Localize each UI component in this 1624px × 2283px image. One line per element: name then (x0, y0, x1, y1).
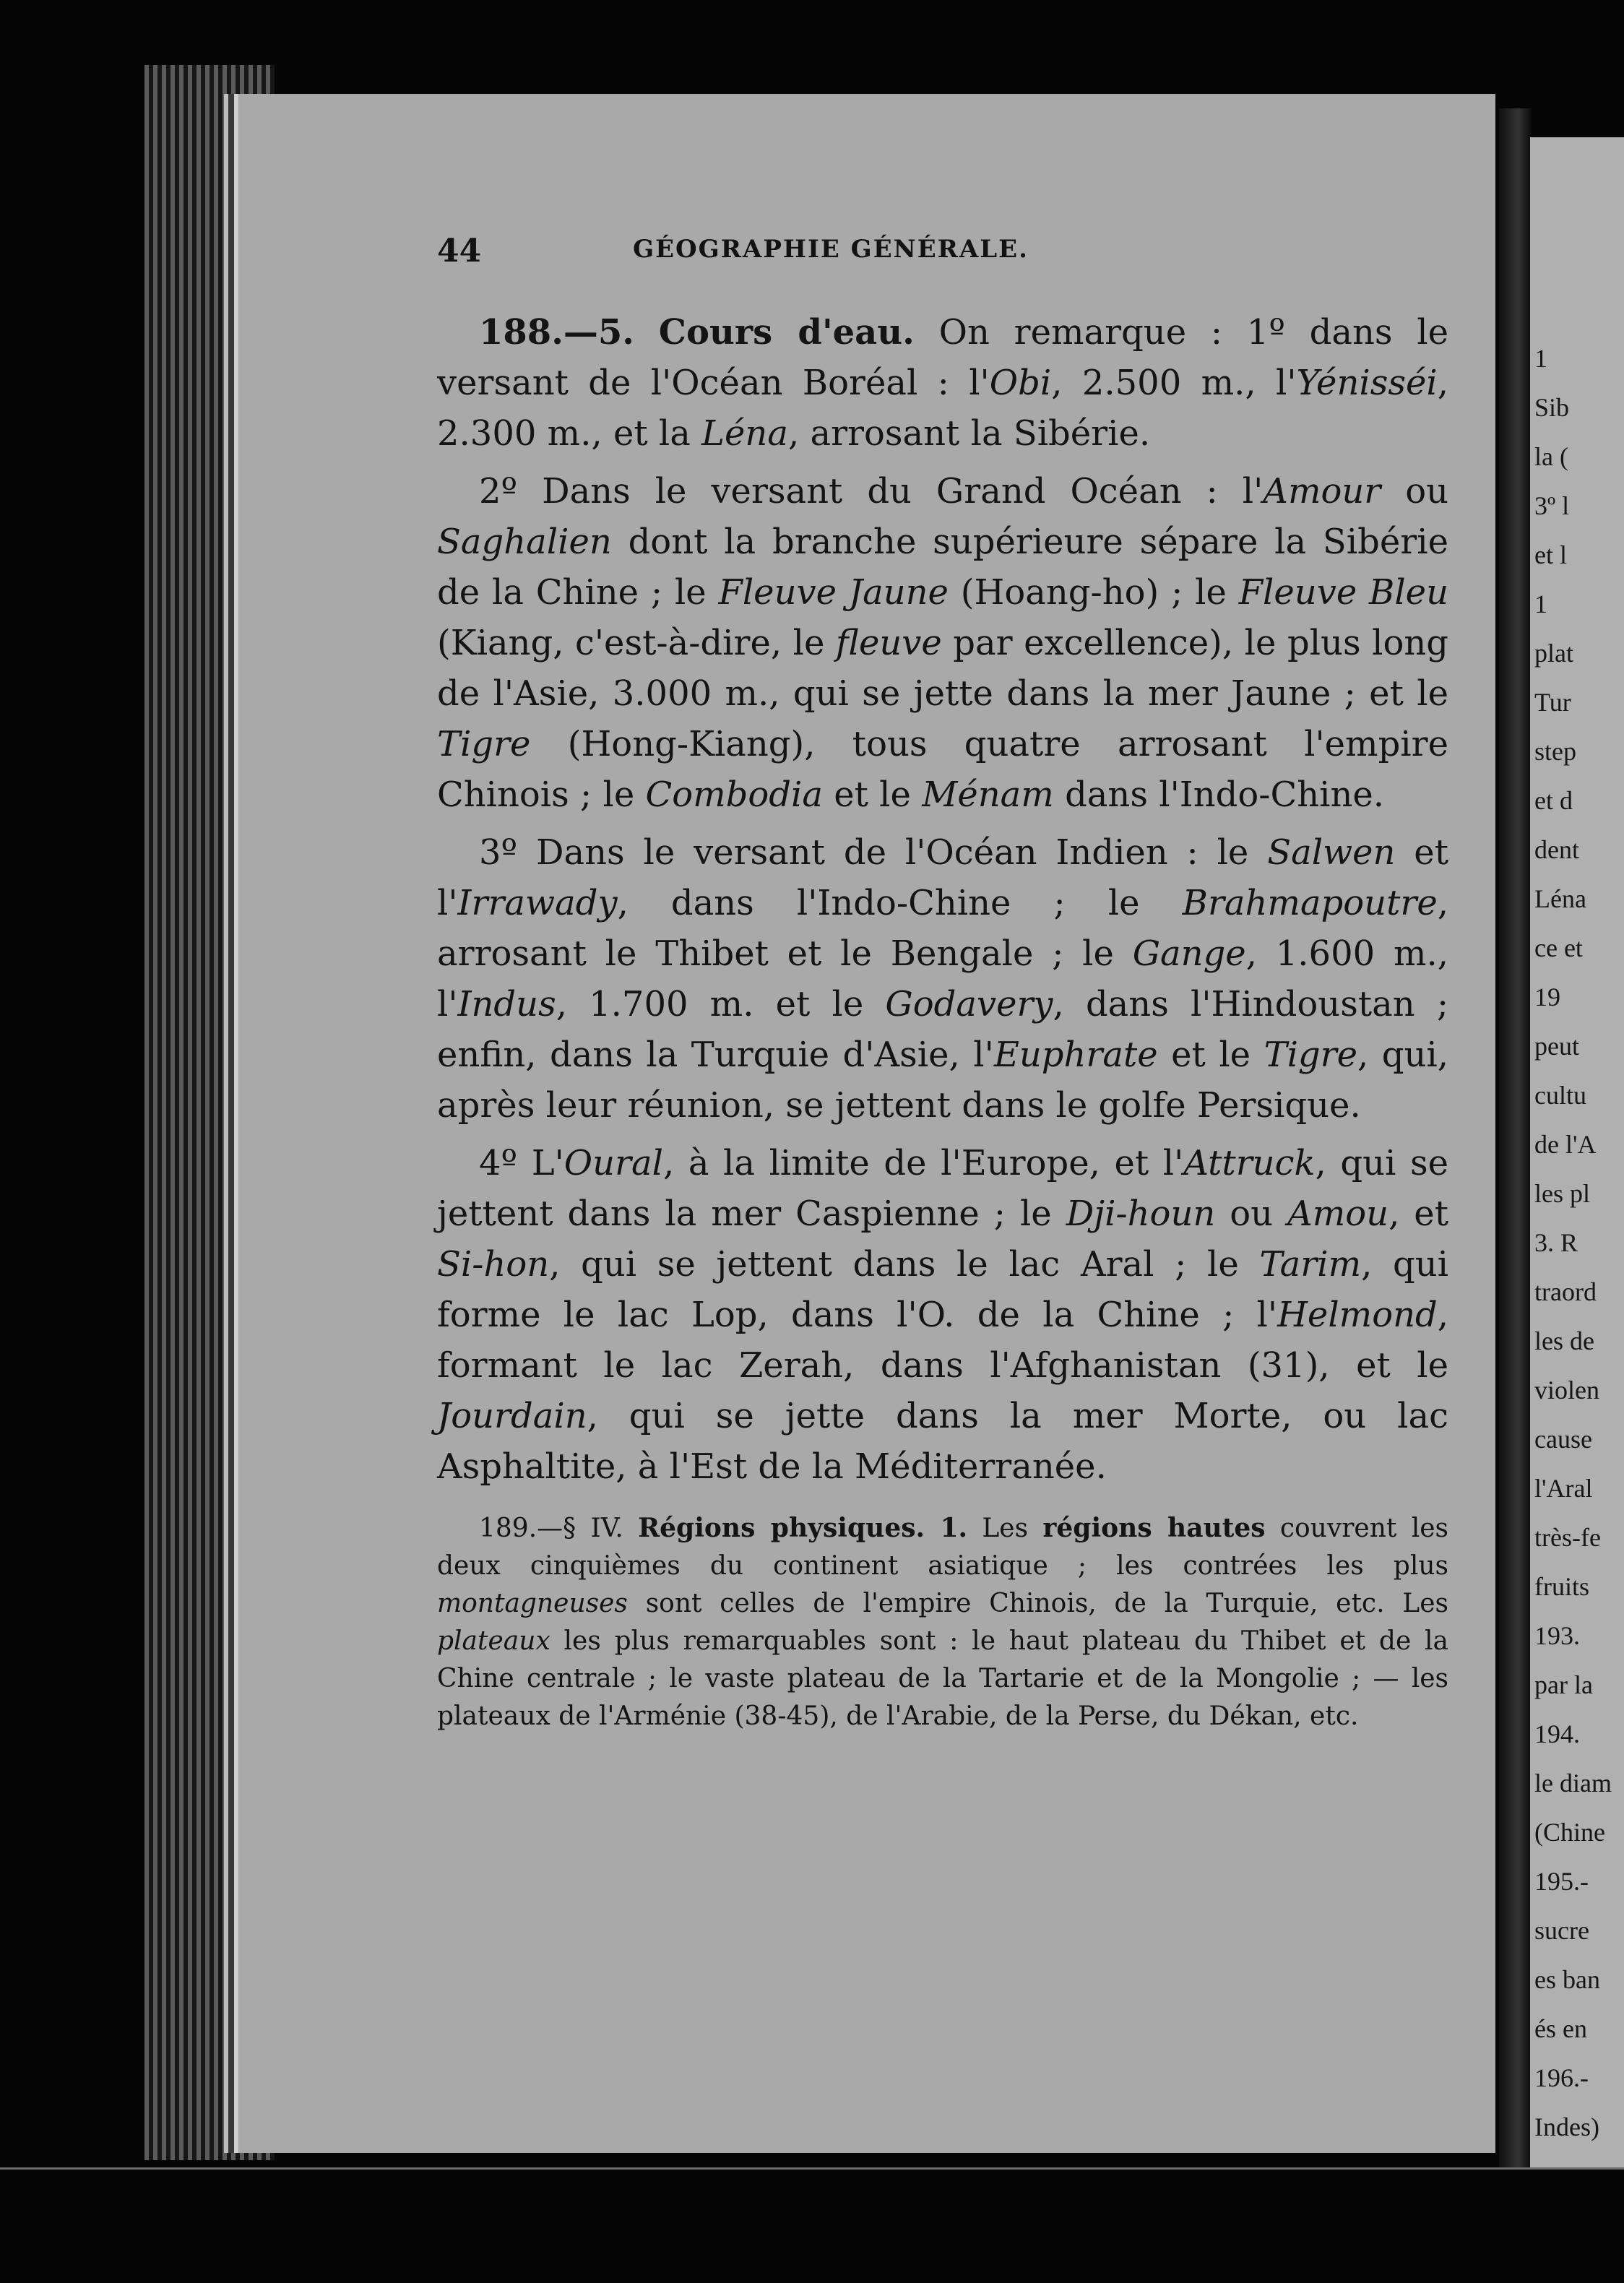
facing-page-text: très-fe (1534, 1523, 1601, 1552)
facing-page-text: ce et (1534, 933, 1583, 962)
facing-page-text: violen (1534, 1376, 1599, 1404)
facing-page-text: es ban (1534, 1965, 1600, 1994)
paragraph-2: 2º Dans le versant du Grand Océan : l'Amour ou Saghalien dont la branche supérieure sépare la Sibérie de la Chine ; le Fleuve Jaune (Hoang-ho) ; le Fleuve Bleu (Kiang, c'est-à-dire, le fleuve par excellence), le plus long de l'Asie, 3.000 m., qui se jette dans la mer Jaune ; et le Tigre (Hong-Kiang), tous quatre arrosant l'empire Chinois ; le Combodia et le Ménam dans l'Indo-Chine. (437, 471, 1449, 815)
facing-page-text: 194. (1534, 1719, 1580, 1748)
facing-page-text: Léna (1534, 884, 1586, 913)
large-print-section (437, 307, 1448, 1492)
facing-page-text: plat (1534, 639, 1573, 668)
facing-page-text: 193. (1534, 1621, 1580, 1650)
facing-page-text: Sib (1534, 393, 1570, 422)
facing-page-text: de l'A (1534, 1130, 1597, 1159)
section-title: Régions physiques. (638, 1513, 925, 1543)
facing-page-text: dent (1534, 835, 1579, 864)
facing-page-text: 1 (1534, 590, 1547, 618)
facing-page-text: és en (1534, 2014, 1587, 2043)
facing-page-text: (Chine (1534, 1818, 1605, 1847)
facing-page-text: traord (1534, 1277, 1597, 1306)
facing-page-text: Tur (1534, 688, 1571, 717)
facing-page-text: step (1534, 737, 1576, 766)
section-title: Cours d'eau. (658, 312, 915, 353)
running-title: GÉOGRAPHIE GÉNÉRALE. (633, 235, 1029, 264)
facing-page-text: cause (1534, 1425, 1592, 1454)
facing-page-text: 3º l (1534, 491, 1570, 520)
facing-page-text: et l (1534, 540, 1567, 569)
small-print-section (437, 1509, 1448, 1735)
page-number: 44 (437, 233, 482, 269)
facing-page-text: les de (1534, 1326, 1594, 1355)
facing-page-text: 3. R (1534, 1228, 1578, 1257)
facing-page-fragment (1530, 137, 1624, 2167)
facing-page-text: peut (1534, 1032, 1579, 1061)
paragraph-4: 4º L'Oural, à la limite de l'Europe, et l'Attruck, qui se jettent dans la mer Caspienne ; le Dji-houn ou Amou, et Si-hon, qui se jettent dans le lac Aral ; le Tarim, qui forme le lac Lop, dans l'O. de la Chine ; l'Helmond, formant le lac Zerah, dans l'Afghanistan (31), et le Jourdain, qui se jette dans la mer Morte, ou lac Asphaltite, à l'Est de la Méditerranée. (437, 1143, 1449, 1487)
book-gutter (1499, 108, 1532, 2167)
facing-page-text: les pl (1534, 1179, 1590, 1208)
facing-page-text: par la (1534, 1670, 1593, 1699)
paragraph-3: 3º Dans le versant de l'Océan Indien : le Salwen et l'Irrawady, dans l'Indo-Chine ; le Brahmapoutre, arrosant le Thibet et le Bengale ; le Gange, 1.600 m., l'Indus, 1.700 m. et le Godavery, dans l'Hindoustan ; enfin, dans la Turquie d'Asie, l'Euphrate et le Tigre, qui, après leur réunion, se jettent dans le golfe Persique. (437, 832, 1449, 1126)
facing-page-text: la ( (1534, 442, 1568, 471)
facing-page-text: 1 (1534, 344, 1547, 373)
scan-line (0, 2167, 1624, 2170)
facing-page-text: 196.- (1534, 2063, 1589, 2092)
facing-page-text: fruits (1534, 1572, 1589, 1601)
facing-page-text: le diam (1534, 1769, 1612, 1798)
facing-page-text: sucre (1534, 1916, 1589, 1945)
facing-page-text: Indes) (1534, 2112, 1599, 2141)
page-body (437, 307, 1448, 1735)
section-number: 188.—5. (479, 312, 635, 353)
facing-page-text: l'Aral (1534, 1474, 1593, 1503)
facing-page-text: cultu (1534, 1081, 1586, 1110)
paragraph-188: 188.—5. Cours d'eau. On remarque : 1º dans le versant de l'Océan Boréal : l'Obi, 2.500 m., l'Yénisséi, 2.300 m., et la Léna, arrosant la Sibérie. (437, 312, 1449, 454)
paragraph-189: 189.—§ IV. Régions physiques. 1. Les régions hautes couvrent les deux cinquièmes du continent asiatique ; les contrées les plus montagneuses sont celles de l'empire Chinois, de la Turquie, etc. Les plateaux les plus remarquables sont : le haut plateau du Thibet et de la Chine centrale ; le vaste plateau de la Tartarie et de la Mongolie ; — les plateaux de l'Arménie (38-45), de l'Arabie, de la Perse, du Dékan, etc. (437, 1513, 1448, 1731)
facing-page-text: et d (1534, 786, 1573, 815)
facing-page-text: 19 (1534, 983, 1560, 1011)
facing-page-text: 195.- (1534, 1867, 1589, 1896)
